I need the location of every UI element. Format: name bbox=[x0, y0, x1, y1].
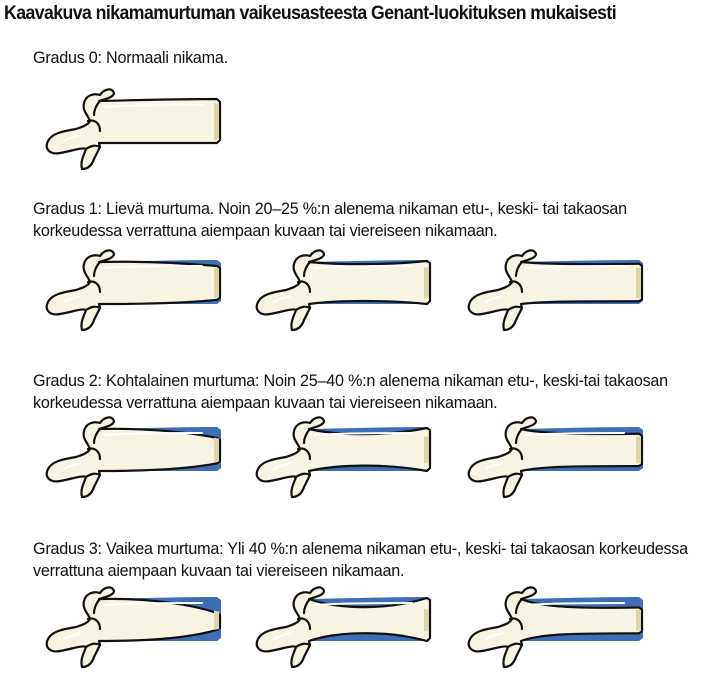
vertebra-drawing bbox=[252, 241, 442, 351]
grade-1-description: Gradus 1: Lievä murtuma. Noin 20–25 %:n alenema nikaman etu-, keski- tai takaosan korkeudessa verrattuna aiempaan kuvaan tai viereiseen nikamaan. bbox=[33, 199, 627, 240]
vertebra-drawing bbox=[42, 80, 232, 190]
anterior-shading bbox=[424, 609, 429, 632]
anterior-shading bbox=[214, 268, 219, 298]
anterior-shading bbox=[214, 103, 219, 140]
anterior-shading bbox=[424, 267, 429, 299]
grade-0-description: Gradus 0: Normaali nikama. bbox=[33, 48, 228, 67]
vertebra-drawing bbox=[42, 241, 232, 351]
vertebra-grade-0-normal bbox=[42, 80, 232, 190]
vertebra-drawing bbox=[464, 408, 654, 518]
grade-2-description: Gradus 2: Kohtalainen murtuma: Noin 25–40 %:n alenema nikaman etu-, keski-tai takaosan korkeudessa verrattuna aiempaan kuvaan tai viereiseen nikamaan. bbox=[33, 371, 668, 412]
anterior-shading bbox=[636, 267, 641, 299]
vertebra-drawing bbox=[42, 408, 232, 518]
vertebra-outline bbox=[47, 89, 220, 169]
vertebra-drawing bbox=[252, 578, 442, 688]
vertebra-grade-3-crush bbox=[464, 578, 654, 688]
vertebra-drawing bbox=[464, 578, 654, 688]
vertebra-grade-2-crush bbox=[464, 408, 654, 518]
vertebra-grade-3-biconcave bbox=[252, 578, 442, 688]
anterior-shading bbox=[214, 611, 219, 630]
anterior-shading bbox=[214, 438, 219, 463]
vertebra-grade-3-wedge bbox=[42, 578, 232, 688]
diagram-title: Kaavakuva nikamamurtuman vaikeusasteesta Genant-luokituksen mukaisesti bbox=[4, 3, 617, 24]
vertebra-drawing bbox=[252, 408, 442, 518]
grade-3-description: Gradus 3: Vaikea murtuma: Yli 40 %:n alenema nikaman etu-, keski- tai takaosan korkeudessa verrattuna aiempaan kuvaan tai viereiseen nikamaan. bbox=[33, 539, 688, 580]
anterior-shading bbox=[424, 436, 429, 463]
vertebra-drawing bbox=[464, 241, 654, 351]
vertebra-grade-1-biconcave bbox=[252, 241, 442, 351]
vertebra-drawing bbox=[42, 578, 232, 688]
vertebra-grade-2-wedge bbox=[42, 408, 232, 518]
vertebra-grade-1-crush bbox=[464, 241, 654, 351]
vertebra-grade-2-biconcave bbox=[252, 408, 442, 518]
anterior-shading bbox=[636, 609, 641, 631]
anterior-shading bbox=[636, 436, 641, 463]
vertebra-grade-1-wedge bbox=[42, 241, 232, 351]
